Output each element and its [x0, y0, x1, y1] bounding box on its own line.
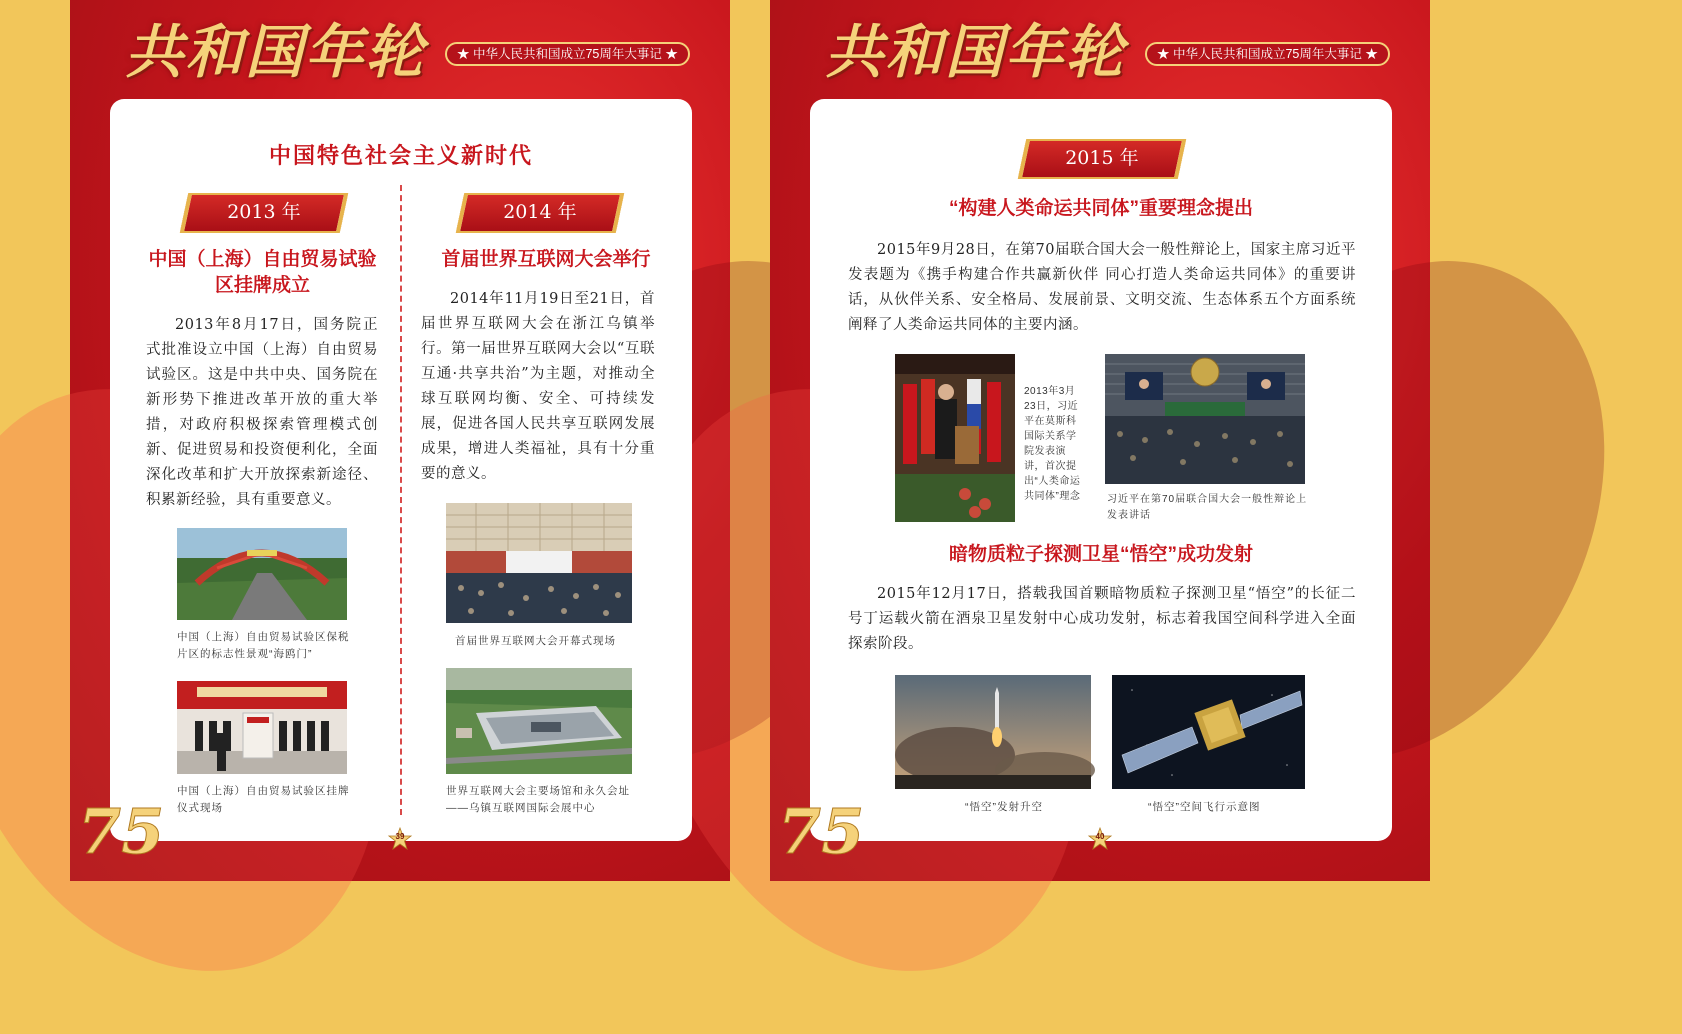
brand-tagline-right: ★ 中华人民共和国成立75周年大事记 ★ [1145, 42, 1390, 66]
brand-tagline: ★ 中华人民共和国成立75周年大事记 ★ [445, 42, 690, 66]
body-shanghai-ftz: 2013年8月17日，国务院正式批准设立中国（上海）自由贸易试验区。这是中共中央、国务院在新形势下推进改革开放的重大举措，对政府积极探索管理模式创新、促进贸易和投资便利化，全面深化改革和扩大开放探索新途径、积累新经验，具有重要意义。 [146, 317, 378, 508]
headline-wukong-satellite: 暗物质粒子探测卫星“悟空”成功发射 [948, 544, 1253, 565]
body-internet-conference: 2014年11月19日至21日，首届世界互联网大会在浙江乌镇举行。第一届世界互联网大会以“互联互通·共享共治”为主题，对推动全球互联网均衡、安全、可持续发展，促进各国人民共享互联网发展成果，增进人类福祉，具有十分重要的意义。 [421, 291, 655, 482]
year-tab-2014: 2014 年 [456, 195, 624, 231]
body-wukong-satellite: 2015年12月17日，搭载我国首颗暗物质粒子探测卫星“悟空”的长征二号丁运载火箭在酒泉卫星发射中心成功发射，标志着我国空间科学进入全面探索阶段。 [848, 586, 1356, 652]
headline-shanghai-ftz: 中国（上海）自由贸易试验区挂牌成立 [148, 249, 377, 296]
section-heading: 中国特色社会主义新时代 [268, 143, 533, 169]
body-community-shared-future: 2015年9月28日，在第70届联合国大会一般性辩论上，国家主席习近平发表题为《携手构建合作共赢新伙伴 同心打造人类命运共同体》的重要讲话，从伙伴关系、安全格局、发展前景、文明交流、生态体系五个方面系统阐释了人类命运共同体的主要内涵。 [848, 242, 1356, 333]
left-page [70, 0, 730, 881]
caption-un-general-assembly: 习近平在第70届联合国大会一般性辩论上发表讲话 [1107, 494, 1308, 521]
svg-text:75: 75 [778, 795, 865, 868]
caption-wukong-launch: “悟空”发射升空 [965, 801, 1043, 813]
anniversary-75-logo [78, 791, 165, 871]
caption-ftz-ceremony: 中国（上海）自由贸易试验区挂牌仪式现场 [177, 785, 350, 814]
caption-wuzhen-center: 世界互联网大会主要场馆和永久会址——乌镇互联网国际会展中心 [446, 785, 630, 814]
content-card [110, 99, 692, 841]
right-page [770, 0, 1430, 881]
caption-wukong-orbit: “悟空”空间飞行示意图 [1148, 801, 1261, 813]
year-tab-2015: 2015 年 [1018, 141, 1186, 177]
photo-ftz-ceremony [177, 681, 347, 774]
page-number-40: 40 [1088, 827, 1112, 851]
photo-seagull-gate [177, 528, 347, 620]
brand-title-right: 共和国年轮 [825, 18, 1126, 86]
photo-un-general-assembly [1105, 354, 1305, 484]
photo-wukong-launch [895, 675, 1091, 789]
year-tab-2013: 2013 年 [180, 195, 348, 231]
photo-wuzhen-center [446, 668, 632, 774]
photo-conference-hall [446, 503, 632, 623]
caption-seagull-gate: 中国（上海）自由贸易试验区保税片区的标志性景观“海鸥门” [177, 631, 350, 660]
content-card-right [810, 99, 1392, 841]
caption-moscow-speech: 2013年3月23日，习近平在莫斯科国际关系学院发表演讲，首次提出“人类命运共同体”理念 [1024, 386, 1081, 502]
brand-title: 共和国年轮 [125, 18, 426, 86]
headline-internet-conference: 首届世界互联网大会举行 [441, 249, 651, 270]
headline-community-shared-future: “构建人类命运共同体”重要理念提出 [948, 198, 1253, 219]
svg-text:75: 75 [78, 795, 165, 868]
photo-wukong-orbit [1112, 675, 1305, 789]
column-divider [400, 185, 402, 815]
page-number-39: 39 [388, 827, 412, 851]
photo-moscow-speech [895, 354, 1015, 522]
caption-conference-hall: 首届世界互联网大会开幕式现场 [455, 635, 616, 647]
anniversary-75-logo-right [778, 791, 865, 871]
